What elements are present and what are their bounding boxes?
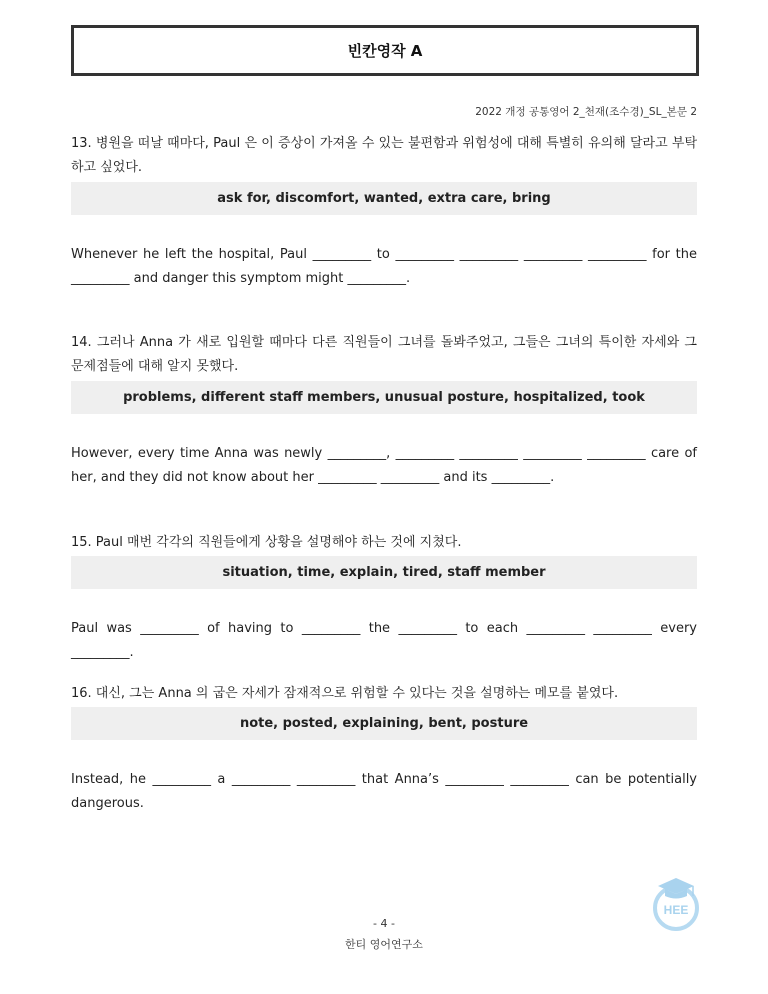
question-korean: 13. 병원을 떠날 때마다, Paul 은 이 증상이 가져올 수 있는 불편함과 위험성에 대해 특별히 유의해 달라고 부탁하고 싶었다.	[71, 136, 697, 175]
page-title-text: 빈칸영작 A	[347, 42, 423, 60]
blank-sentence: However, every time Anna was newly _________, _________ _________ _________ _________ care of her, and they did not know about her _________ _________ and its _________.	[71, 446, 697, 485]
question-korean: 14. 그러나 Anna 가 새로 입원할 때마다 다른 직원들이 그녀를 돌봐주었고, 그들은 그녀의 특이한 자세와 그 문제점들에 대해 알지 못했다.	[71, 335, 697, 374]
word-bank	[71, 556, 697, 589]
word-bank	[71, 707, 697, 740]
blank-sentence: Instead, he _________ a _________ _________ that Anna’s _________ _________ can be potentially dangerous.	[71, 772, 697, 811]
source-label: 2022 개정 공통영어 2_천재(조수경)_SL_본문 2	[475, 106, 697, 118]
page-title	[71, 25, 699, 76]
word-bank-text: note, posted, explaining, bent, posture	[239, 716, 529, 731]
word-bank-text: ask for, discomfort, wanted, extra care, bring	[217, 191, 551, 206]
hee-logo	[646, 874, 706, 934]
organization-name: 한티 영어연구소	[345, 938, 423, 951]
word-bank-text: problems, different staff members, unusual posture, hospitalized, took	[123, 390, 645, 405]
question-korean: 15. Paul 매번 각각의 직원들에게 상황을 설명해야 하는 것에 지쳤다.	[71, 535, 462, 550]
blank-sentence: Whenever he left the hospital, Paul _________ to _________ _________ _________ _________ for the _________ and danger this symptom might _________.	[71, 247, 697, 286]
page-number: - 4 -	[373, 917, 395, 930]
word-bank-text: situation, time, explain, tired, staff member	[222, 565, 546, 580]
word-bank	[71, 381, 697, 414]
blank-sentence: Paul was _________ of having to _________ the _________ to each _________ _________ every _________.	[71, 621, 697, 660]
graduation-cap-icon	[658, 878, 694, 899]
question-korean: 16. 대신, 그는 Anna 의 굽은 자세가 잠재적으로 위험할 수 있다는 것을 설명하는 메모를 붙였다.	[71, 686, 619, 701]
word-bank	[71, 182, 697, 215]
logo-text: HEE	[663, 903, 689, 917]
